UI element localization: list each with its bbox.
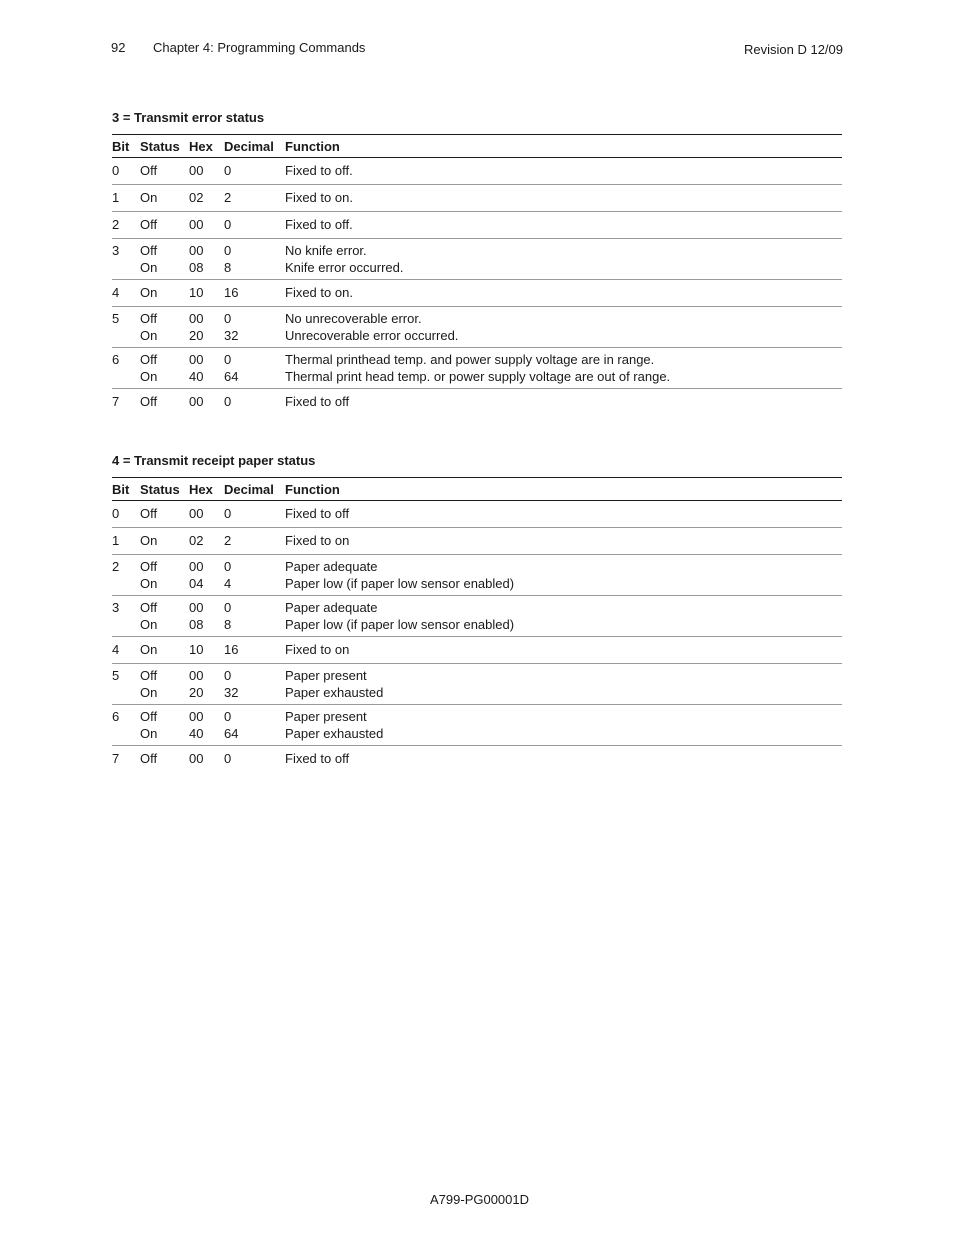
cell-status-value: Off bbox=[140, 559, 158, 574]
col-decimal-header: Decimal bbox=[224, 478, 285, 501]
cell-decimal bbox=[224, 185, 285, 212]
cell-decimal-value: 8 bbox=[224, 617, 232, 632]
cell-decimal-value: 64 bbox=[224, 726, 239, 741]
cell-decimal-value: 2 bbox=[224, 533, 232, 548]
table-row bbox=[112, 389, 842, 416]
transmit-receipt-paper-status-section bbox=[112, 453, 842, 772]
cell-decimal-value: 0 bbox=[224, 217, 232, 232]
cell-bit: 1 bbox=[112, 533, 120, 548]
status-table bbox=[112, 134, 842, 415]
cell-function bbox=[285, 664, 842, 705]
cell-hex bbox=[189, 307, 224, 348]
section-title: 4 = Transmit receipt paper status bbox=[112, 453, 316, 468]
cell-status-value: Off bbox=[140, 751, 158, 766]
section-title: 3 = Transmit error status bbox=[112, 110, 265, 125]
cell-status bbox=[140, 501, 189, 528]
cell-status-value: On bbox=[140, 533, 158, 548]
cell-decimal bbox=[224, 389, 285, 416]
cell-function-value: Paper exhausted bbox=[285, 685, 384, 700]
table-row bbox=[112, 280, 842, 307]
table-row bbox=[112, 307, 842, 348]
cell-function bbox=[285, 596, 842, 637]
cell-bit: 7 bbox=[112, 751, 120, 766]
cell-hex bbox=[189, 158, 224, 185]
cell-status bbox=[140, 746, 189, 773]
cell-status-value: Off bbox=[140, 506, 158, 521]
cell-hex bbox=[189, 239, 224, 280]
cell-status-value: On bbox=[140, 190, 158, 205]
cell-bit: 6 bbox=[112, 352, 120, 367]
cell-status-value: On bbox=[140, 576, 158, 591]
cell-function-value: Thermal printhead temp. and power supply voltage are in range. bbox=[285, 352, 655, 367]
cell-function-value: Paper present bbox=[285, 668, 367, 683]
page-number: 92 bbox=[111, 40, 126, 55]
table-row bbox=[112, 239, 842, 280]
cell-decimal-value: 0 bbox=[224, 311, 232, 326]
cell-hex-value: 00 bbox=[189, 600, 204, 615]
cell-status-value: Off bbox=[140, 217, 158, 232]
cell-decimal bbox=[224, 212, 285, 239]
cell-hex bbox=[189, 596, 224, 637]
cell-decimal-value: 8 bbox=[224, 260, 232, 275]
cell-hex-value: 10 bbox=[189, 285, 204, 300]
cell-hex bbox=[189, 185, 224, 212]
table-row bbox=[112, 555, 842, 596]
cell-bit: 6 bbox=[112, 709, 120, 724]
cell-status bbox=[140, 705, 189, 746]
cell-function-value: No unrecoverable error. bbox=[285, 311, 422, 326]
cell-decimal-value: 4 bbox=[224, 576, 232, 591]
cell-status bbox=[140, 185, 189, 212]
cell-decimal-value: 0 bbox=[224, 600, 232, 615]
cell-function-value: Paper adequate bbox=[285, 600, 378, 615]
cell-decimal bbox=[224, 158, 285, 185]
cell-function-value: Fixed to on. bbox=[285, 285, 353, 300]
cell-hex-value: 00 bbox=[189, 709, 204, 724]
cell-function-value: No knife error. bbox=[285, 243, 367, 258]
table-row bbox=[112, 637, 842, 664]
cell-bit: 4 bbox=[112, 285, 120, 300]
cell-decimal-value: 2 bbox=[224, 190, 232, 205]
cell-function-value: Fixed to on. bbox=[285, 190, 353, 205]
cell-function bbox=[285, 307, 842, 348]
cell-hex-value: 10 bbox=[189, 642, 204, 657]
cell-decimal-value: 0 bbox=[224, 506, 232, 521]
col-bit-header: Bit bbox=[112, 135, 140, 158]
cell-status-value: Off bbox=[140, 311, 158, 326]
table-row bbox=[112, 185, 842, 212]
cell-decimal bbox=[224, 746, 285, 773]
cell-hex-value: 00 bbox=[189, 668, 204, 683]
cell-function-value: Paper low (if paper low sensor enabled) bbox=[285, 617, 515, 632]
cell-decimal-value: 0 bbox=[224, 352, 232, 367]
cell-function bbox=[285, 158, 842, 185]
cell-status-value: Off bbox=[140, 709, 158, 724]
cell-function-value: Paper exhausted bbox=[285, 726, 384, 741]
cell-bit: 1 bbox=[112, 190, 120, 205]
cell-decimal-value: 0 bbox=[224, 668, 232, 683]
col-status-header: Status bbox=[140, 478, 189, 501]
cell-bit: 0 bbox=[112, 163, 120, 178]
col-status-header: Status bbox=[140, 135, 189, 158]
cell-function bbox=[285, 212, 842, 239]
cell-status-value: Off bbox=[140, 352, 158, 367]
cell-decimal bbox=[224, 664, 285, 705]
cell-status-value: Off bbox=[140, 600, 158, 615]
cell-function bbox=[285, 389, 842, 416]
cell-decimal bbox=[224, 280, 285, 307]
cell-status-value: Off bbox=[140, 668, 158, 683]
cell-function-value: Fixed to off bbox=[285, 751, 350, 766]
table-row bbox=[112, 158, 842, 185]
table-row bbox=[112, 212, 842, 239]
cell-hex bbox=[189, 501, 224, 528]
cell-decimal-value: 0 bbox=[224, 243, 232, 258]
cell-hex bbox=[189, 389, 224, 416]
col-function-header: Function bbox=[285, 135, 842, 158]
cell-status-value: Off bbox=[140, 243, 158, 258]
cell-status-value: On bbox=[140, 726, 158, 741]
table-row bbox=[112, 348, 842, 389]
cell-hex bbox=[189, 637, 224, 664]
cell-status-value: On bbox=[140, 285, 158, 300]
cell-function-value: Paper present bbox=[285, 709, 367, 724]
cell-hex-value: 00 bbox=[189, 311, 204, 326]
cell-status bbox=[140, 555, 189, 596]
cell-status bbox=[140, 664, 189, 705]
cell-hex-value: 40 bbox=[189, 726, 204, 741]
cell-bit: 5 bbox=[112, 311, 120, 326]
cell-function-value: Fixed to off. bbox=[285, 163, 353, 178]
col-decimal-header: Decimal bbox=[224, 135, 285, 158]
table-header-row bbox=[112, 478, 842, 501]
cell-function-value: Knife error occurred. bbox=[285, 260, 404, 275]
cell-status bbox=[140, 158, 189, 185]
cell-hex bbox=[189, 746, 224, 773]
cell-hex bbox=[189, 664, 224, 705]
col-hex-header: Hex bbox=[189, 135, 224, 158]
cell-hex bbox=[189, 528, 224, 555]
cell-status-value: Off bbox=[140, 394, 158, 409]
cell-hex-value: 00 bbox=[189, 352, 204, 367]
cell-hex-value: 00 bbox=[189, 394, 204, 409]
cell-hex-value: 20 bbox=[189, 328, 204, 343]
cell-function-value: Fixed to on bbox=[285, 533, 350, 548]
cell-function-value: Fixed to off bbox=[285, 506, 350, 521]
cell-bit: 2 bbox=[112, 217, 120, 232]
cell-function-value: Fixed to off bbox=[285, 394, 350, 409]
cell-status bbox=[140, 637, 189, 664]
cell-decimal-value: 64 bbox=[224, 369, 239, 384]
cell-hex-value: 08 bbox=[189, 260, 204, 275]
cell-decimal-value: 16 bbox=[224, 642, 239, 657]
document-id: A799-PG00001D bbox=[430, 1192, 530, 1207]
cell-function bbox=[285, 637, 842, 664]
table-row bbox=[112, 501, 842, 528]
cell-status bbox=[140, 528, 189, 555]
cell-function bbox=[285, 528, 842, 555]
cell-hex bbox=[189, 212, 224, 239]
cell-bit: 7 bbox=[112, 394, 120, 409]
cell-decimal bbox=[224, 528, 285, 555]
cell-status bbox=[140, 348, 189, 389]
cell-function bbox=[285, 501, 842, 528]
cell-status bbox=[140, 307, 189, 348]
cell-decimal-value: 0 bbox=[224, 559, 232, 574]
cell-decimal bbox=[224, 307, 285, 348]
cell-function bbox=[285, 185, 842, 212]
cell-decimal bbox=[224, 348, 285, 389]
cell-decimal-value: 0 bbox=[224, 394, 232, 409]
table-row bbox=[112, 528, 842, 555]
cell-decimal-value: 0 bbox=[224, 709, 232, 724]
cell-status bbox=[140, 212, 189, 239]
cell-function bbox=[285, 280, 842, 307]
cell-function-value: Paper adequate bbox=[285, 559, 378, 574]
cell-function-value: Fixed to off. bbox=[285, 217, 353, 232]
cell-hex-value: 00 bbox=[189, 243, 204, 258]
cell-hex bbox=[189, 555, 224, 596]
cell-hex-value: 02 bbox=[189, 533, 204, 548]
cell-hex-value: 00 bbox=[189, 163, 204, 178]
cell-function-value: Fixed to on bbox=[285, 642, 350, 657]
cell-status-value: Off bbox=[140, 163, 158, 178]
col-bit-header: Bit bbox=[112, 478, 140, 501]
cell-hex-value: 40 bbox=[189, 369, 204, 384]
cell-decimal-value: 0 bbox=[224, 751, 232, 766]
cell-hex-value: 08 bbox=[189, 617, 204, 632]
col-function-header: Function bbox=[285, 478, 842, 501]
cell-status-value: On bbox=[140, 642, 158, 657]
cell-decimal-value: 32 bbox=[224, 685, 239, 700]
status-table bbox=[112, 477, 842, 772]
cell-decimal bbox=[224, 596, 285, 637]
revision-label: Revision D 12/09 bbox=[744, 42, 843, 57]
cell-function bbox=[285, 555, 842, 596]
table-row bbox=[112, 705, 842, 746]
cell-status-value: On bbox=[140, 617, 158, 632]
cell-status-value: On bbox=[140, 369, 158, 384]
cell-decimal bbox=[224, 555, 285, 596]
cell-status bbox=[140, 389, 189, 416]
table-row bbox=[112, 664, 842, 705]
cell-hex bbox=[189, 705, 224, 746]
cell-function-value: Thermal print head temp. or power supply voltage are out of range. bbox=[285, 369, 671, 384]
cell-hex-value: 00 bbox=[189, 559, 204, 574]
cell-function-value: Paper low (if paper low sensor enabled) bbox=[285, 576, 515, 591]
cell-bit: 2 bbox=[112, 559, 120, 574]
table-row bbox=[112, 746, 842, 773]
transmit-error-status-section bbox=[112, 110, 842, 415]
cell-bit: 5 bbox=[112, 668, 120, 683]
cell-hex-value: 02 bbox=[189, 190, 204, 205]
cell-hex bbox=[189, 280, 224, 307]
cell-decimal-value: 0 bbox=[224, 163, 232, 178]
cell-hex-value: 00 bbox=[189, 506, 204, 521]
cell-decimal bbox=[224, 239, 285, 280]
cell-hex-value: 04 bbox=[189, 576, 204, 591]
cell-bit: 0 bbox=[112, 506, 120, 521]
cell-bit: 3 bbox=[112, 600, 120, 615]
cell-hex-value: 00 bbox=[189, 751, 204, 766]
cell-status bbox=[140, 239, 189, 280]
cell-status bbox=[140, 280, 189, 307]
cell-hex bbox=[189, 348, 224, 389]
cell-function bbox=[285, 746, 842, 773]
col-hex-header: Hex bbox=[189, 478, 224, 501]
cell-decimal bbox=[224, 705, 285, 746]
chapter-title: Chapter 4: Programming Commands bbox=[153, 40, 366, 55]
cell-decimal bbox=[224, 501, 285, 528]
cell-status bbox=[140, 596, 189, 637]
table-header-row bbox=[112, 135, 842, 158]
cell-status-value: On bbox=[140, 685, 158, 700]
cell-status-value: On bbox=[140, 260, 158, 275]
cell-function bbox=[285, 348, 842, 389]
cell-function bbox=[285, 705, 842, 746]
cell-decimal-value: 32 bbox=[224, 328, 239, 343]
cell-decimal-value: 16 bbox=[224, 285, 239, 300]
cell-hex-value: 20 bbox=[189, 685, 204, 700]
table-row bbox=[112, 596, 842, 637]
cell-bit: 3 bbox=[112, 243, 120, 258]
cell-function-value: Unrecoverable error occurred. bbox=[285, 328, 459, 343]
cell-bit: 4 bbox=[112, 642, 120, 657]
cell-decimal bbox=[224, 637, 285, 664]
cell-function bbox=[285, 239, 842, 280]
cell-hex-value: 00 bbox=[189, 217, 204, 232]
cell-status-value: On bbox=[140, 328, 158, 343]
